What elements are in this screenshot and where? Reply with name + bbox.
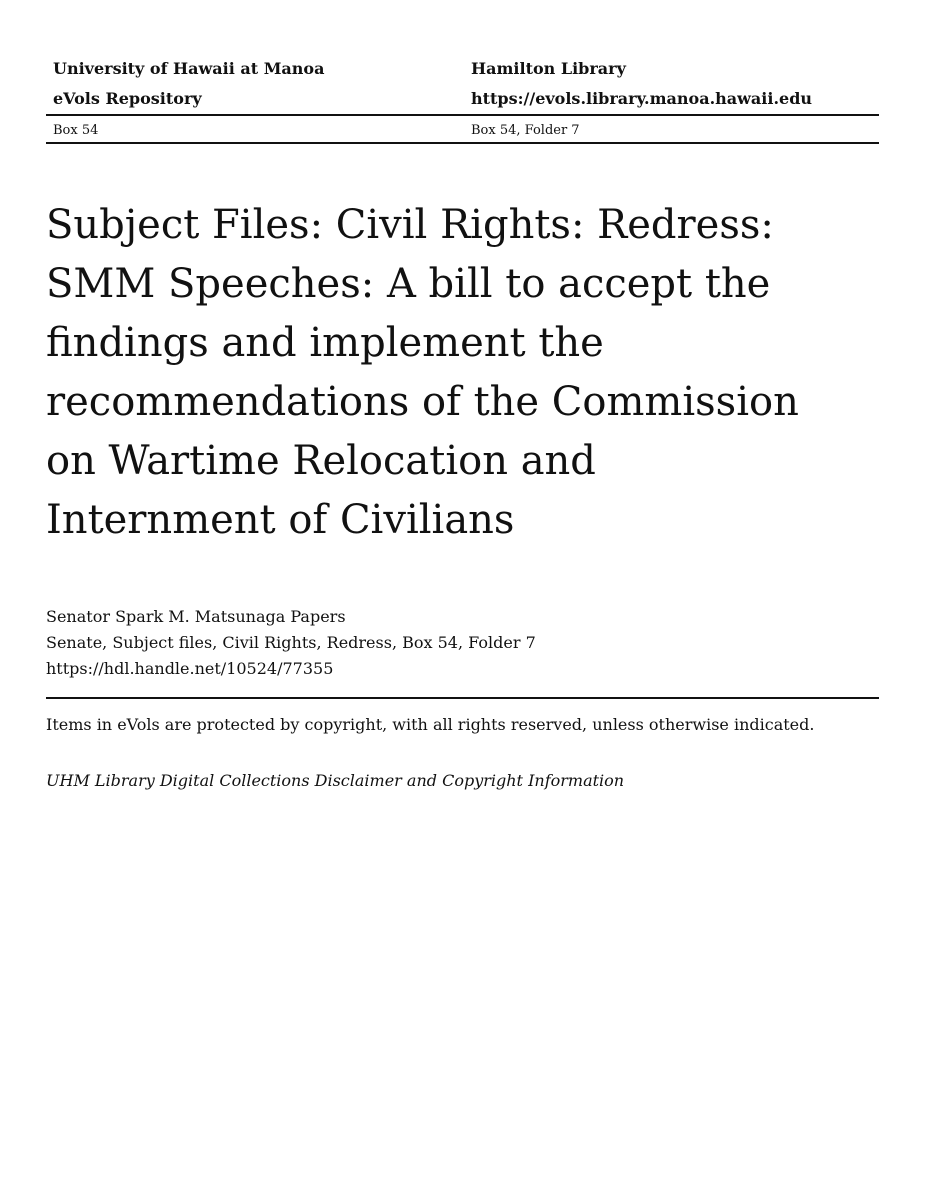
header-row-top — [46, 54, 879, 84]
handle-link[interactable]: https://hdl.handle.net/10524/77355 — [46, 659, 334, 678]
institution-name: University of Hawaii at Manoa — [53, 59, 325, 78]
header-divider-bottom — [46, 142, 879, 144]
header-row-second — [46, 84, 879, 114]
copyright-notice: Items in eVols are protected by copyright, with all rights reserved, unless otherwise indicated. — [46, 715, 815, 734]
document-page — [46, 0, 879, 793]
repository-url: https://evols.library.manoa.hawaii.edu — [471, 89, 813, 108]
document-metadata — [46, 604, 879, 682]
library-name: Hamilton Library — [471, 59, 626, 78]
disclaimer-link[interactable]: UHM Library Digital Collections Disclaimer and Copyright Information — [46, 771, 625, 790]
box-label: Box 54 — [53, 123, 99, 138]
box-folder-label: Box 54, Folder 7 — [471, 123, 580, 138]
metadata-divider — [46, 697, 879, 699]
collection-name: Senator Spark M. Matsunaga Papers — [46, 607, 346, 626]
document-title: Subject Files: Civil Rights: Redress: SMM Speeches: A bill to accept the findings and implement the recommendations of the Commission on Wartime Relocation and Internment of Civilians — [46, 202, 799, 543]
repository-name: eVols Repository — [53, 89, 202, 108]
collection-location: Senate, Subject files, Civil Rights, Redress, Box 54, Folder 7 — [46, 633, 536, 652]
header-row-box — [46, 116, 879, 142]
document-header — [46, 54, 879, 144]
